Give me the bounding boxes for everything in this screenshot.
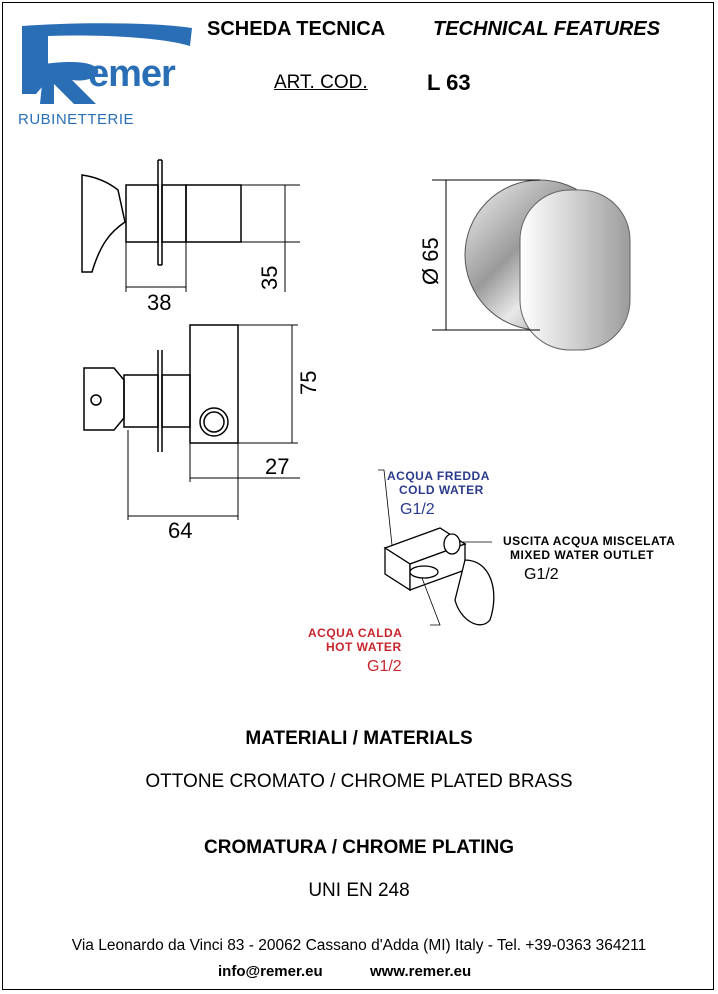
- cold-label-en: COLD WATER: [399, 483, 484, 497]
- materials-heading: MATERIALI / MATERIALS: [245, 728, 473, 749]
- remer-logo: [14, 20, 200, 132]
- footer-email[interactable]: info@remer.eu: [218, 963, 323, 980]
- hot-label-en: HOT WATER: [326, 640, 402, 654]
- outlet-thread: G1/2: [524, 566, 559, 583]
- dim-38: 38: [147, 290, 172, 315]
- art-code: L 63: [427, 70, 471, 95]
- dim-75: 75: [296, 370, 321, 395]
- hot-label-it: ACQUA CALDA: [308, 626, 403, 640]
- footer-address: Via Leonardo da Vinci 83 - 20062 Cassano d'Adda (MI) Italy - Tel. +39-0363 364211: [71, 937, 647, 954]
- technical-drawing: [0, 140, 718, 700]
- dim-diameter-65: Ø 65: [418, 237, 443, 285]
- plating-heading: CROMATURA / CHROME PLATING: [204, 837, 514, 858]
- svg-text:emer: emer: [88, 53, 175, 95]
- outlet-label-it: USCITA ACQUA MISCELATA: [503, 534, 676, 548]
- art-code-label: ART. COD.: [274, 72, 368, 93]
- dim-64: 64: [168, 518, 193, 543]
- dim-27: 27: [265, 454, 290, 479]
- cold-label-it: ACQUA FREDDA: [387, 469, 490, 483]
- plating-value: UNI EN 248: [308, 880, 410, 901]
- materials-value: OTTONE CROMATO / CHROME PLATED BRASS: [145, 771, 573, 792]
- title-en: TECHNICAL FEATURES: [433, 18, 661, 40]
- footer-website[interactable]: www.remer.eu: [370, 963, 472, 980]
- dim-35: 35: [257, 265, 282, 290]
- svg-text:RUBINETTERIE: RUBINETTERIE: [18, 111, 135, 128]
- cold-thread: G1/2: [400, 501, 435, 518]
- outlet-label-en: MIXED WATER OUTLET: [510, 548, 655, 562]
- hot-thread: G1/2: [367, 658, 402, 675]
- title-it: SCHEDA TECNICA: [207, 18, 386, 40]
